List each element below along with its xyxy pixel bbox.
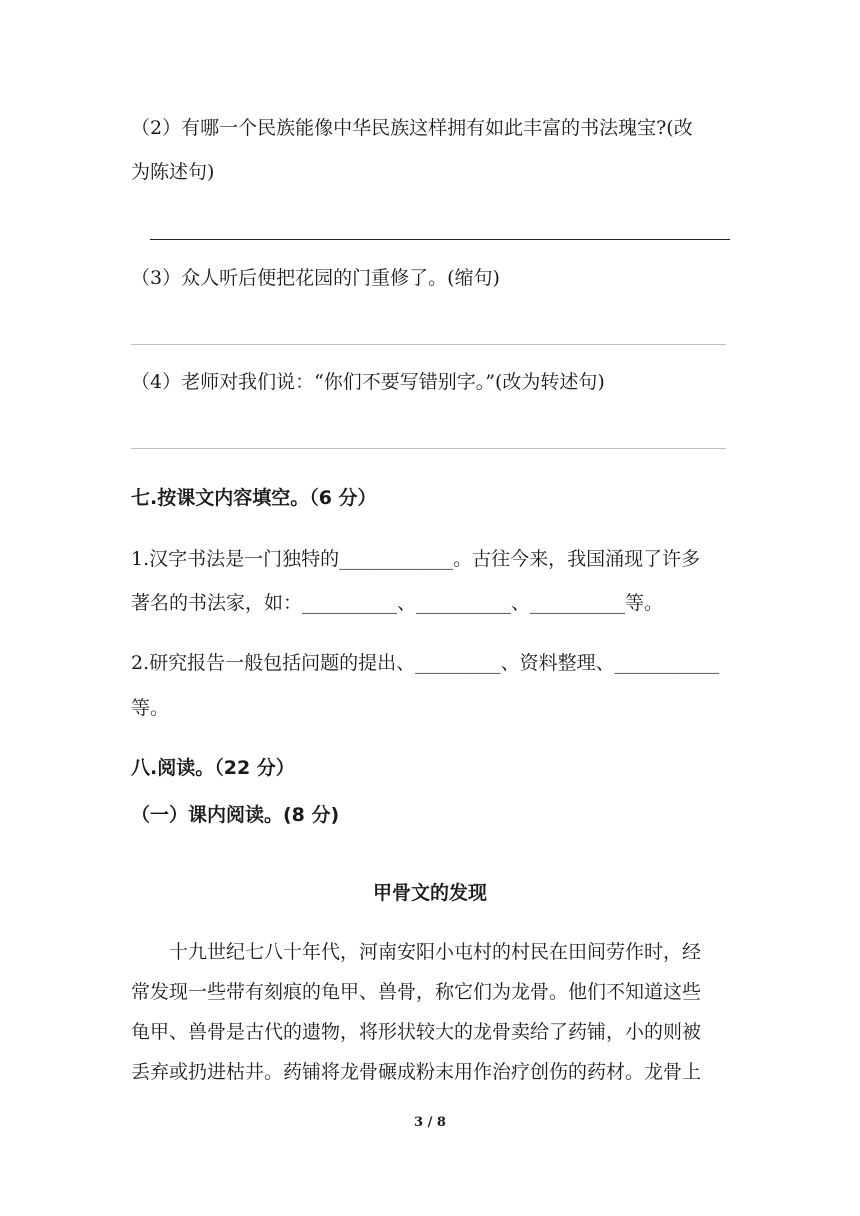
reading-line-4: 丢弃或扔进枯井。药铺将龙骨碾成粉末用作治疗创伤的药材。龙骨上 <box>131 1061 702 1083</box>
reading-line-3: 龟甲、兽骨是古代的遗物，将形状较大的龙骨卖给了药铺，小的则被 <box>131 1021 702 1043</box>
question-6-item-2-line-2: 为陈述句) <box>131 161 215 183</box>
answer-line-item-3 <box>131 344 726 345</box>
answer-line-item-2 <box>150 239 730 240</box>
section-7-question-1-line-1: 1.汉字书法是一门独特的____________。古往今来，我国涌现了许多 <box>131 548 701 570</box>
section-8-sub-heading: （一）课内阅读。(8 分) <box>131 804 340 826</box>
section-8-heading: 八.阅读。（22 分） <box>131 757 295 779</box>
reading-title: 甲骨文的发现 <box>372 882 487 904</box>
page-number: 3 / 8 <box>414 1115 446 1130</box>
reading-paragraph <box>131 932 731 1092</box>
reading-line-2: 常发现一些带有刻痕的龟甲、兽骨，称它们为龙骨。他们不知道这些 <box>131 981 702 1003</box>
question-6-item-3: （3）众人听后便把花园的门重修了。(缩句) <box>131 267 500 289</box>
section-7-heading: 七.按课文内容填空。（6 分） <box>131 487 377 509</box>
section-7-question-2-line-2: 等。 <box>131 697 170 719</box>
answer-line-item-4 <box>131 448 726 449</box>
question-6-item-2-line-1: （2）有哪一个民族能像中华民族这样拥有如此丰富的书法瑰宝?(改 <box>131 117 693 139</box>
section-7-question-2-line-1: 2.研究报告一般包括问题的提出、_________、资料整理、___________ <box>131 652 720 674</box>
question-6-item-4: （4）老师对我们说：“你们不要写错别字。”(改为转述句) <box>131 371 605 393</box>
reading-line-1: 十九世纪七八十年代，河南安阳小屯村的村民在田间劳作时，经 <box>169 941 702 963</box>
section-7-question-1-line-2: 著名的书法家，如：__________、__________、__________等。 <box>131 592 664 614</box>
